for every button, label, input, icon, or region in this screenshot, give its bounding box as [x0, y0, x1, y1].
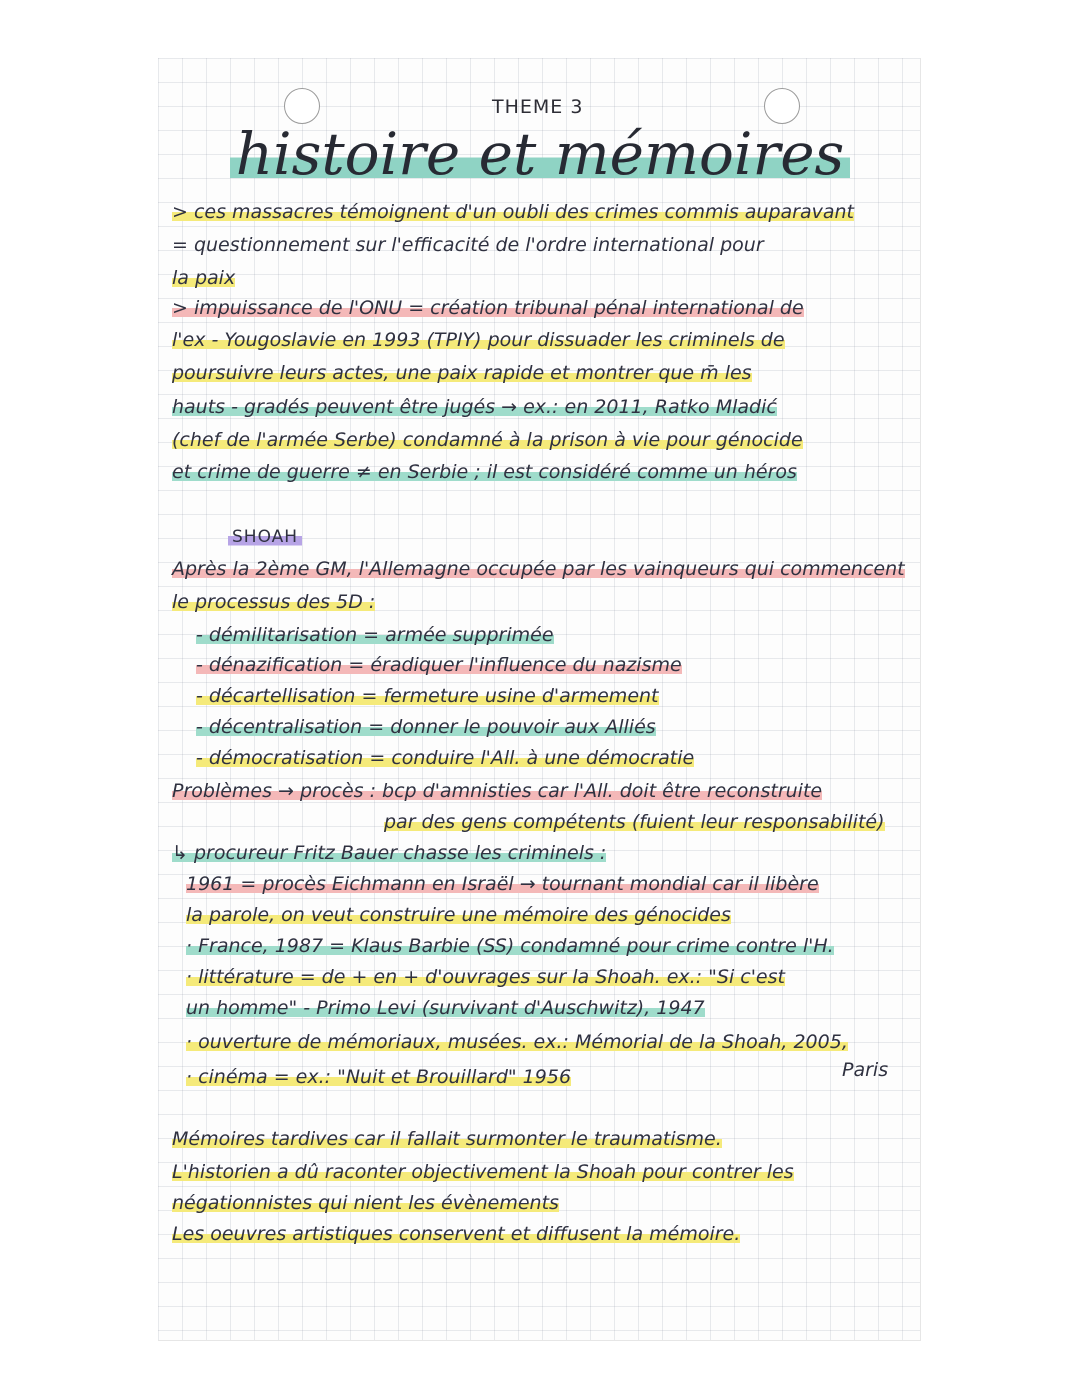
page-title	[0, 120, 1080, 188]
list-item: - décartellisation = fermeture usine d'armement	[196, 685, 659, 707]
note-line: la paix	[172, 267, 236, 289]
list-item: · cinéma = ex.: "Nuit et Brouillard" 1956	[186, 1066, 572, 1088]
list-item: - décentralisation = donner le pouvoir aux Alliés	[196, 716, 656, 738]
note-line: L'historien a dû raconter objectivement la Shoah pour contrer les	[172, 1161, 794, 1183]
note-line: et crime de guerre ≠ en Serbie ; il est considéré comme un héros	[172, 461, 797, 483]
list-item: · ouverture de mémoriaux, musées. ex.: Mémorial de la Shoah, 2005,	[186, 1031, 848, 1053]
note-line: un homme" - Primo Levi (survivant d'Auschwitz), 1947	[186, 997, 705, 1019]
note-line: par des gens compétents (fuient leur responsabilité)	[384, 811, 885, 833]
binder-hole-right	[764, 88, 800, 124]
theme-label: THEME 3	[492, 96, 584, 118]
note-line: > impuissance de l'ONU = création tribunal pénal international de	[172, 297, 804, 319]
note-line: Les oeuvres artistiques conservent et diffusent la mémoire.	[172, 1223, 741, 1245]
note-line: Paris	[842, 1059, 889, 1081]
note-line: = questionnement sur l'efficacité de l'ordre international pour	[172, 234, 764, 256]
note-line: (chef de l'armée Serbe) condamné à la prison à vie pour génocide	[172, 429, 803, 451]
section-heading-shoah: SHOAH	[228, 527, 302, 547]
binder-hole-left	[284, 88, 320, 124]
page-title-text: histoire et mémoires	[230, 120, 851, 188]
note-line: Problèmes → procès : bcp d'amnisties car l'All. doit être reconstruite	[172, 780, 823, 802]
list-item: - dénazification = éradiquer l'influence du nazisme	[196, 654, 682, 676]
note-line: > ces massacres témoignent d'un oubli des crimes commis auparavant	[172, 201, 855, 223]
note-line: Mémoires tardives car il fallait surmonter le traumatisme.	[172, 1128, 722, 1150]
note-line: le processus des 5D :	[172, 591, 376, 613]
note-line: 1961 = procès Eichmann en Israël → tournant mondial car il libère	[186, 873, 819, 895]
list-item: · France, 1987 = Klaus Barbie (SS) condamné pour crime contre l'H.	[186, 935, 834, 957]
note-line: négationnistes qui nient les évènements	[172, 1192, 559, 1214]
list-item: - démilitarisation = armée supprimée	[196, 624, 554, 646]
note-line: poursuivre leurs actes, une paix rapide et montrer que m̄ les	[172, 362, 752, 384]
note-line: ↳ procureur Fritz Bauer chasse les criminels :	[172, 842, 607, 864]
note-line: la parole, on veut construire une mémoire des génocides	[186, 904, 731, 926]
list-item: · littérature = de + en + d'ouvrages sur la Shoah. ex.: "Si c'est	[186, 966, 785, 988]
note-line: Après la 2ème GM, l'Allemagne occupée par les vainqueurs qui commencent	[172, 558, 905, 580]
note-line: l'ex - Yougoslavie en 1993 (TPIY) pour dissuader les criminels de	[172, 329, 785, 351]
note-line: hauts - gradés peuvent être jugés → ex.: en 2011, Ratko Mladić	[172, 396, 777, 418]
list-item: - démocratisation = conduire l'All. à une démocratie	[196, 747, 695, 769]
